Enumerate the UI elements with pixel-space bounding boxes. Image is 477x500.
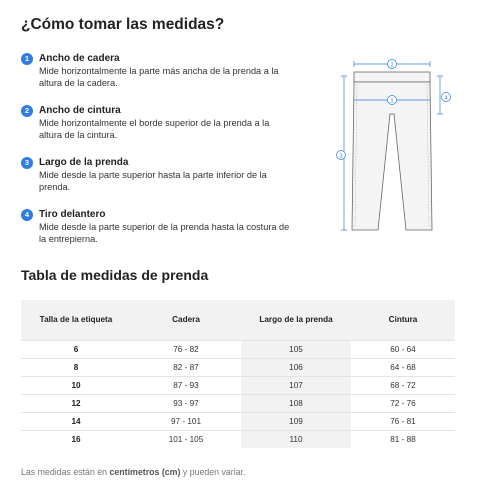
step-number: 3 [21,157,33,169]
cell-length: 106 [241,358,351,376]
cell-size: 10 [21,376,131,394]
page-title: ¿Cómo tomar las medidas? [21,16,225,33]
step-number: 1 [21,53,33,65]
cell-size: 6 [21,340,131,358]
table-row [21,358,455,376]
step-hip [21,52,291,104]
marker-label: 1 [390,98,394,105]
table-row [21,376,455,394]
cell-waist: 76 - 81 [351,412,455,430]
step-title: Ancho de cadera [39,53,120,64]
cell-length: 108 [241,394,351,412]
cell-length: 110 [241,430,351,448]
step-description: Mide horizontalmente el borde superior de la prenda a la altura de la cintura. [39,118,270,140]
cell-hip: 97 - 101 [131,412,241,430]
cell-hip: 101 - 105 [168,434,204,444]
header-length: Largo de la prenda [241,300,351,340]
cell-size: 8 [21,358,131,376]
cell-waist: 72 - 76 [351,394,455,412]
pants-measurement-diagram [330,50,460,240]
table-row [21,394,455,412]
table-row [21,430,455,448]
cell-size: 12 [21,394,131,412]
cell-length: 107 [241,376,351,394]
step-title: Ancho de cintura [39,105,121,116]
table-row [21,340,455,358]
footnote-units: centímetros (cm) [109,467,181,477]
step-title: Largo de la prenda [39,157,129,168]
cell-hip: 82 - 87 [131,358,241,376]
header-waist: Cintura [351,300,455,340]
size-table [21,300,455,448]
cell-waist: 68 - 72 [351,376,455,394]
step-description: Mide horizontalmente la parte más ancha de la prenda a la altura de la cadera. [39,66,279,88]
step-waist [21,104,291,156]
step-description: Mide desde la parte superior de la prenda hasta la costura de la entrepierna. [39,222,290,244]
cell-size: 16 [71,434,81,444]
step-length [21,156,291,208]
footnote-text: Las medidas están en [21,467,110,477]
step-title: Tiro delantero [39,209,106,220]
header-hip: Cadera [131,300,241,340]
marker-label: 4 [444,95,448,102]
cell-hip: 87 - 93 [131,376,241,394]
table-header-row [21,300,455,340]
marker-label: 2 [390,62,394,69]
cell-size: 14 [21,412,131,430]
step-number: 2 [21,105,33,117]
cell-hip: 93 - 97 [131,394,241,412]
step-rise [21,208,291,260]
header-size: Talla de la etiqueta [21,300,131,340]
cell-waist: 64 - 68 [351,358,455,376]
cell-waist: 60 - 64 [351,340,455,358]
table-title: Tabla de medidas de prenda [21,267,209,283]
step-description: Mide desde la parte superior hasta la parte inferior de la prenda. [39,170,267,192]
table-row [21,412,455,430]
marker-label: 3 [339,153,343,160]
footnote-text-end: y pueden variar. [180,467,246,477]
step-number: 4 [21,209,33,221]
measurement-steps [21,52,291,260]
cell-hip: 76 - 82 [131,340,241,358]
cell-length: 109 [241,412,351,430]
waistband [354,72,430,82]
cell-waist: 81 - 88 [390,434,416,444]
cell-length: 105 [241,340,351,358]
footnote [21,467,245,477]
